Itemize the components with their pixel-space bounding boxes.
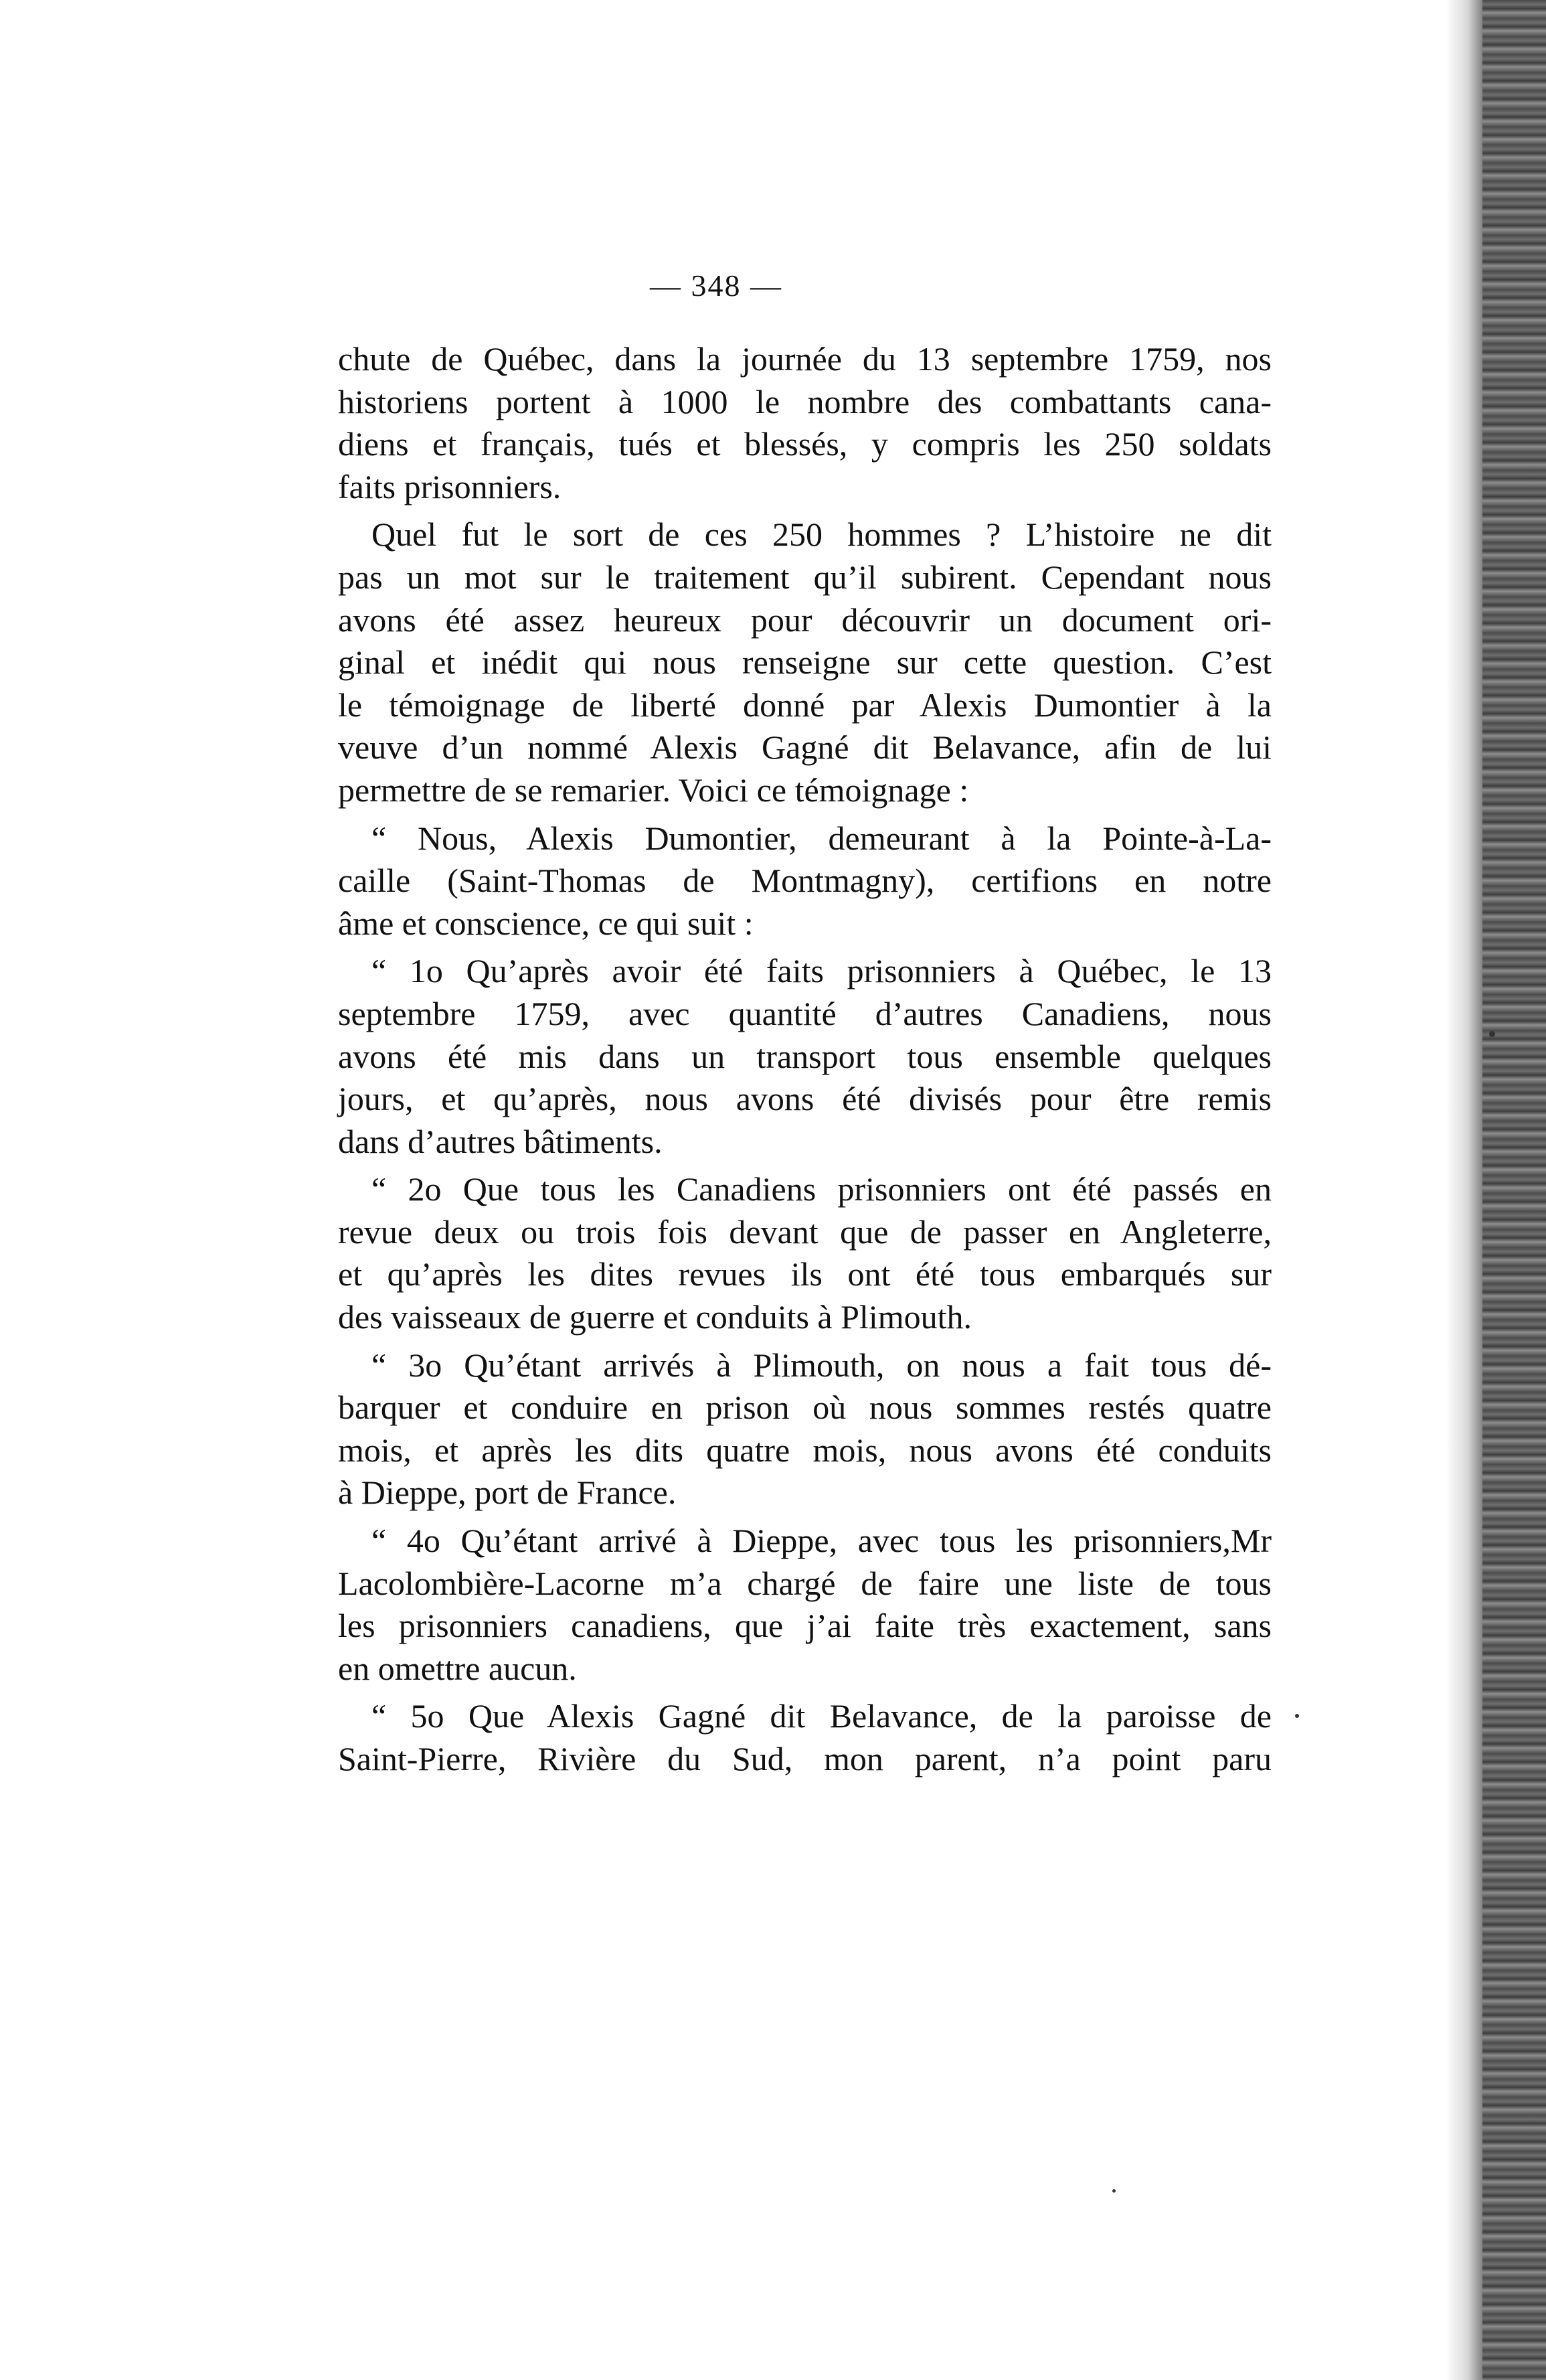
text-line: et qu’après les dites revues ils ont été tous embarqués sur (338, 1255, 1272, 1293)
paragraph (338, 338, 1272, 508)
text-line: diens et français, tués et blessés, y compris les 250 soldats (338, 425, 1272, 463)
text-line: mois, et après les dits quatre mois, nous avons été conduits (338, 1431, 1272, 1469)
text-line: “ 5o Que Alexis Gagné dit Belavance, de la paroisse de (371, 1697, 1272, 1735)
text-line: chute de Québec, dans la journée du 13 septembre 1759, nos (338, 340, 1272, 378)
paragraph (338, 1520, 1272, 1690)
text-line: barquer et conduire en prison où nous sommes restés quatre (338, 1389, 1272, 1427)
scan-speck (1112, 2189, 1116, 2193)
text-line: historiens portent à 1000 le nombre des combattants cana- (338, 382, 1272, 420)
text-line: avons été assez heureux pour découvrir un document ori- (338, 601, 1272, 639)
paragraph-gap (338, 945, 1272, 950)
paragraph-gap (338, 1163, 1272, 1168)
paragraph-gap (338, 508, 1272, 513)
text-line: âme et conscience, ce qui suit : (338, 904, 754, 942)
scanned-page-edge (1482, 0, 1546, 2380)
text-line: faits prisonniers. (338, 467, 562, 505)
text-line: “ Nous, Alexis Dumontier, demeurant à la Pointe-à-La- (371, 819, 1272, 857)
text-line: “ 4o Qu’étant arrivé à Dieppe, avec tous les prisonniers,Mr (371, 1522, 1272, 1560)
paragraph-gap (338, 1514, 1272, 1520)
text-line: des vaisseaux de guerre et conduits à Plimouth. (338, 1298, 972, 1336)
body-text (338, 338, 1272, 1781)
text-line: jours, et qu’après, nous avons été divisés pour être remis (338, 1080, 1272, 1118)
paragraph (338, 513, 1272, 811)
paragraph (338, 1168, 1272, 1338)
text-line: le témoignage de liberté donné par Alexis Dumontier à la (338, 686, 1272, 724)
text-line: Quel fut le sort de ces 250 hommes ? L’histoire ne dit (371, 515, 1272, 554)
scan-speck (1489, 1031, 1495, 1037)
text-line: “ 2o Que tous les Canadiens prisonniers ont été passés en (371, 1170, 1272, 1208)
paragraph-gap (338, 812, 1272, 817)
page-edge-fade (1446, 0, 1482, 2380)
text-line: ginal et inédit qui nous renseigne sur cette question. C’est (338, 643, 1272, 682)
scan-speck (1295, 1714, 1299, 1718)
text-line: les prisonniers canadiens, que j’ai faite très exactement, sans (338, 1607, 1272, 1645)
text-line: “ 1o Qu’après avoir été faits prisonniers à Québec, le 13 (371, 952, 1272, 990)
paragraph (338, 1344, 1272, 1514)
text-line: revue deux ou trois fois devant que de passer en Angleterre, (338, 1212, 1272, 1251)
text-line: veuve d’un nommé Alexis Gagné dit Belavance, afin de lui (338, 728, 1272, 767)
paragraph-gap (338, 1339, 1272, 1344)
text-line: “ 3o Qu’étant arrivés à Plimouth, on nous a fait tous dé- (371, 1346, 1272, 1384)
paragraph (338, 950, 1272, 1163)
text-line: septembre 1759, avec quantité d’autres Canadiens, nous (338, 994, 1272, 1032)
text-line: Lacolombière-Lacorne m’a chargé de faire une liste de tous (338, 1564, 1272, 1602)
text-line: à Dieppe, port de France. (338, 1474, 677, 1512)
text-line: avons été mis dans un transport tous ensemble quelques (338, 1037, 1272, 1075)
text-line: pas un mot sur le traitement qu’il subirent. Cependant nous (338, 558, 1272, 596)
text-line: dans d’autres bâtiments. (338, 1122, 663, 1160)
paragraph (338, 1695, 1272, 1780)
text-line: Saint-Pierre, Rivière du Sud, mon parent, n’a point paru (338, 1740, 1272, 1777)
paragraph (338, 817, 1272, 945)
text-line: caille (Saint-Thomas de Montmagny), certifions en notre (338, 862, 1272, 900)
page-number: — 348 — (650, 268, 782, 303)
paragraph-gap (338, 1690, 1272, 1695)
text-line: en omettre aucun. (338, 1649, 577, 1687)
text-line: permettre de se remarier. Voici ce témoignage : (338, 771, 969, 809)
